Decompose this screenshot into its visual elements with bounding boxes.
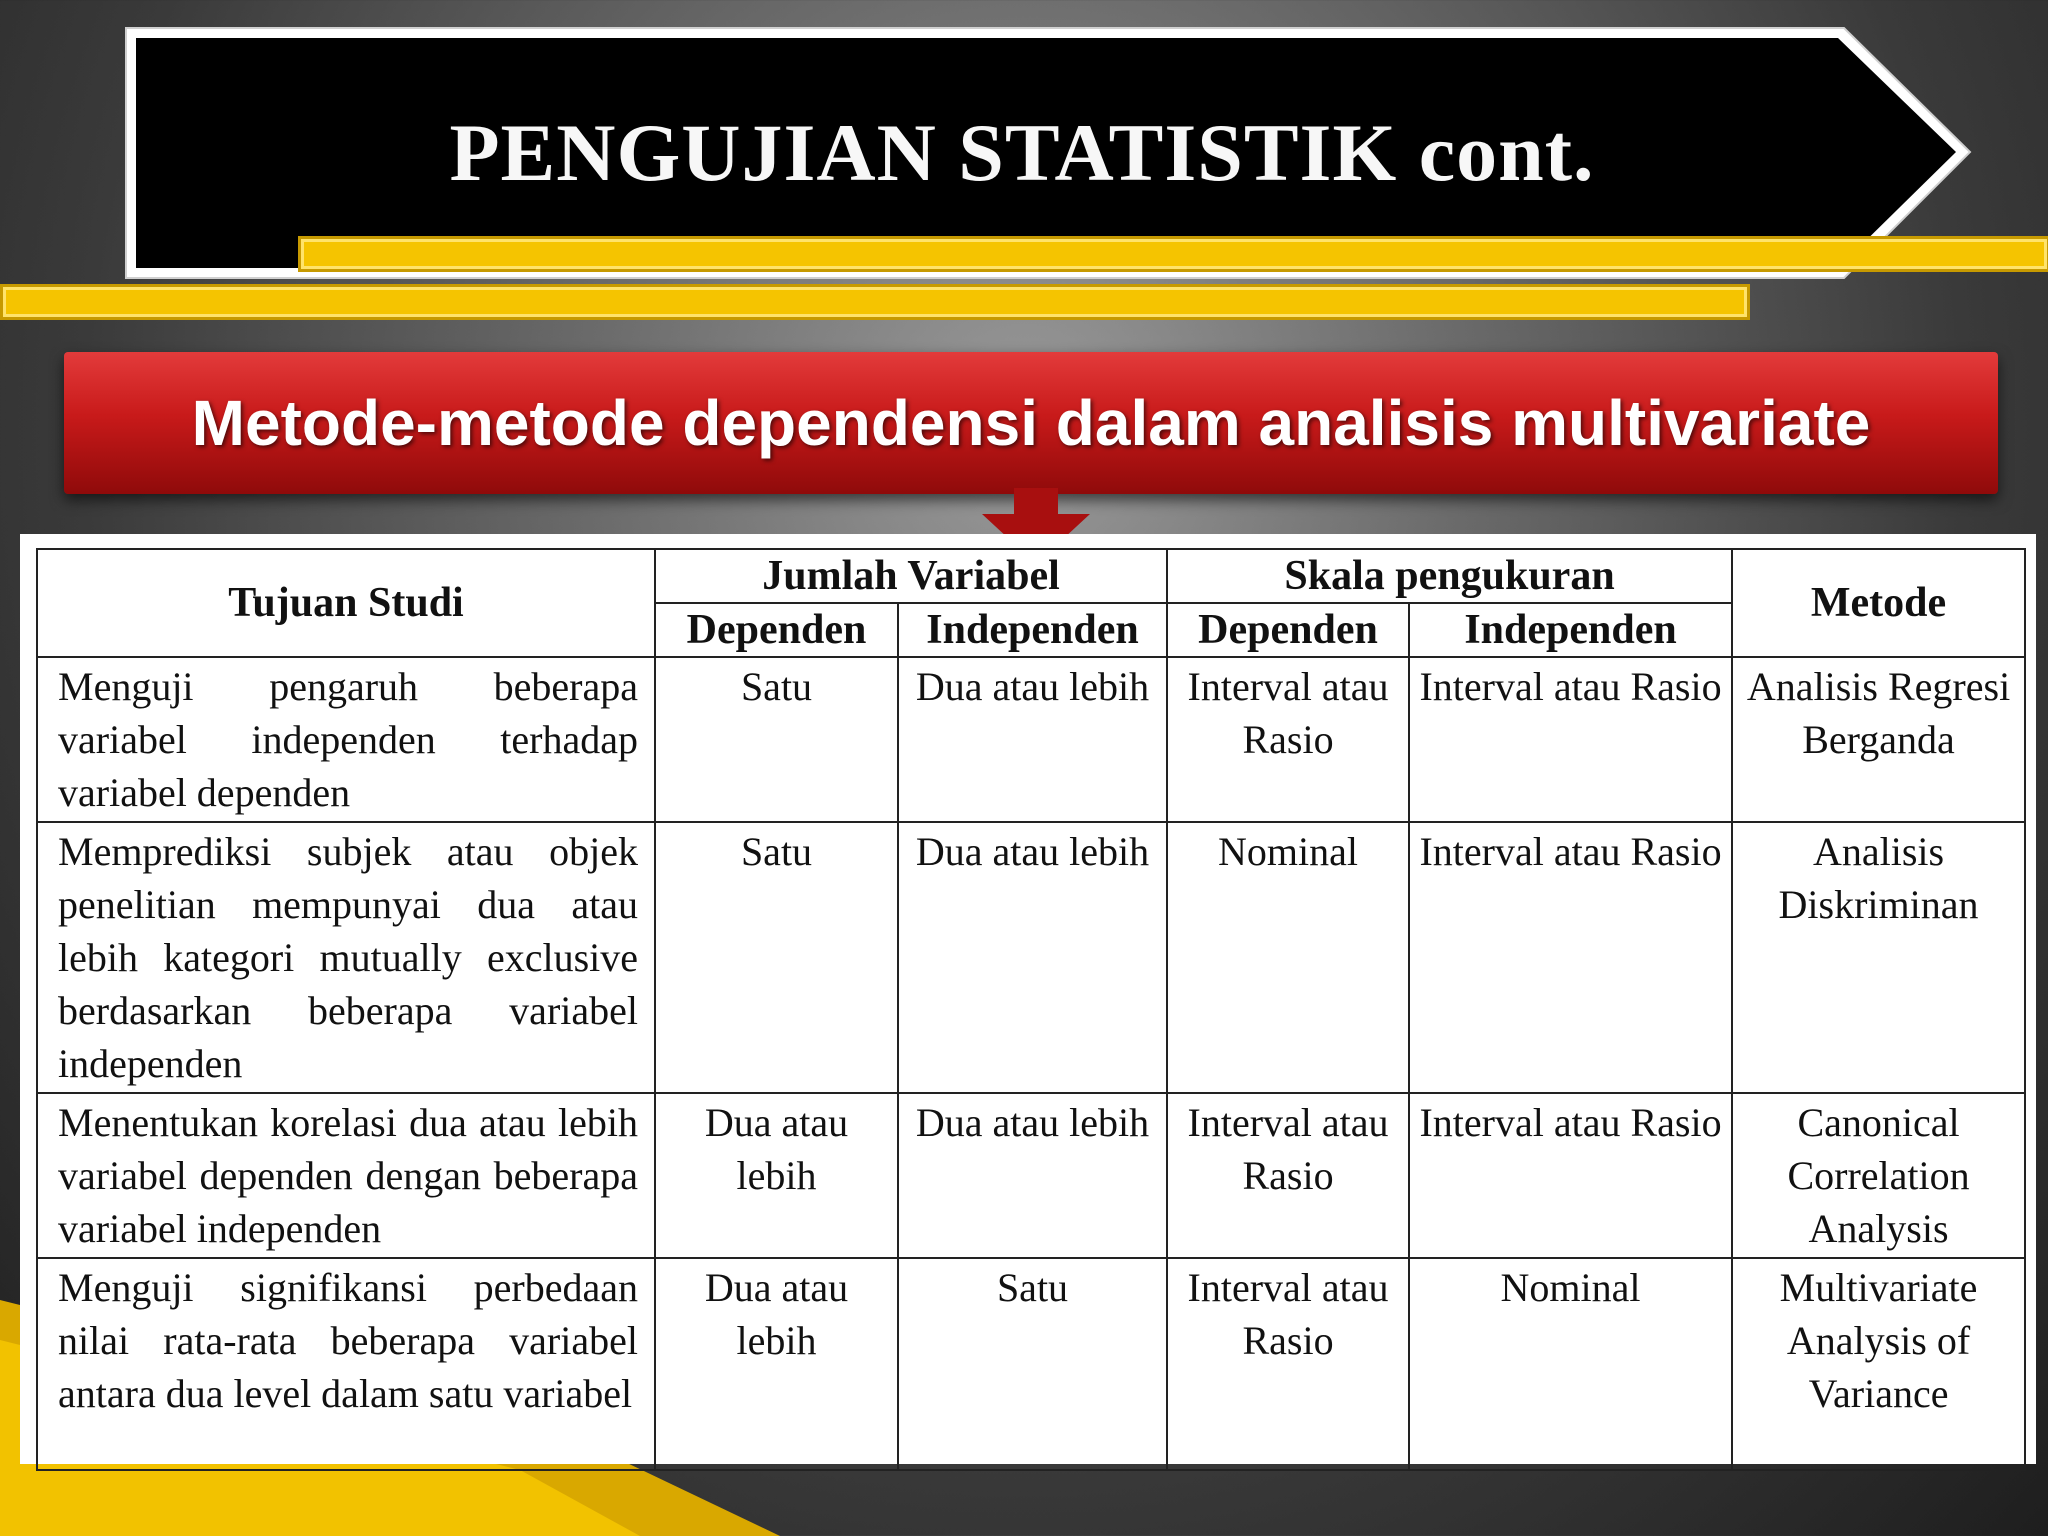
gold-bar-upper [298, 236, 2048, 272]
header-sp-dependen: Dependen [1167, 603, 1409, 657]
table-header-row-1 [37, 549, 2025, 603]
cell-tujuan: Menguji pengaruh beberapa variabel independen terhadap variabel dependen [37, 657, 655, 822]
cell-jv-dependen: Dua atau lebih [655, 1258, 898, 1470]
header-sp-independen: Independen [1409, 603, 1732, 657]
dependency-methods-table [36, 548, 2026, 1471]
subtitle-text: Metode-metode dependensi dalam analisis multivariate [191, 387, 1871, 459]
cell-sp-dependen: Interval atau Rasio [1167, 1093, 1409, 1258]
cell-sp-dependen: Interval atau Rasio [1167, 657, 1409, 822]
header-skala-pengukuran: Skala pengukuran [1167, 549, 1732, 603]
table-row [37, 1093, 2025, 1258]
cell-metode: Analisis Regresi Berganda [1732, 657, 2025, 822]
cell-metode: Analisis Diskriminan [1732, 822, 2025, 1093]
table-row [37, 657, 2025, 822]
cell-sp-dependen: Interval atau Rasio [1167, 1258, 1409, 1470]
cell-sp-independen: Interval atau Rasio [1409, 822, 1732, 1093]
cell-metode: Multivariate Analysis of Variance [1732, 1258, 2025, 1470]
cell-jv-dependen: Satu [655, 657, 898, 822]
header-tujuan-studi: Tujuan Studi [37, 549, 655, 657]
gold-bar-lower [0, 284, 1750, 320]
cell-sp-independen: Nominal [1409, 1258, 1732, 1470]
cell-tujuan: Menguji signifikansi perbedaan nilai rata-rata beberapa variabel antara dua level dalam satu variabel [37, 1258, 655, 1470]
cell-jv-dependen: Dua atau lebih [655, 1093, 898, 1258]
header-jumlah-variabel: Jumlah Variabel [655, 549, 1167, 603]
cell-sp-independen: Interval atau Rasio [1409, 657, 1732, 822]
table-row [37, 822, 2025, 1093]
table-container [20, 534, 2036, 1464]
slide-title: PENGUJIAN STATISTIK cont. [449, 107, 1595, 198]
cell-jv-dependen: Satu [655, 822, 898, 1093]
header-metode: Metode [1732, 549, 2025, 657]
cell-sp-dependen: Nominal [1167, 822, 1409, 1093]
subtitle-banner [64, 352, 1998, 494]
cell-jv-independen: Dua atau lebih [898, 657, 1167, 822]
cell-tujuan: Memprediksi subjek atau objek penelitian mempunyai dua atau lebih kategori mutually exclusive berdasarkan beberapa variabel independen [37, 822, 655, 1093]
cell-jv-independen: Satu [898, 1258, 1167, 1470]
cell-jv-independen: Dua atau lebih [898, 1093, 1167, 1258]
cell-tujuan: Menentukan korelasi dua atau lebih variabel dependen dengan beberapa variabel independen [37, 1093, 655, 1258]
cell-jv-independen: Dua atau lebih [898, 822, 1167, 1093]
header-jv-dependen: Dependen [655, 603, 898, 657]
cell-metode: Canonical Correlation Analysis [1732, 1093, 2025, 1258]
table-row [37, 1258, 2025, 1470]
header-jv-independen: Independen [898, 603, 1167, 657]
cell-sp-independen: Interval atau Rasio [1409, 1093, 1732, 1258]
